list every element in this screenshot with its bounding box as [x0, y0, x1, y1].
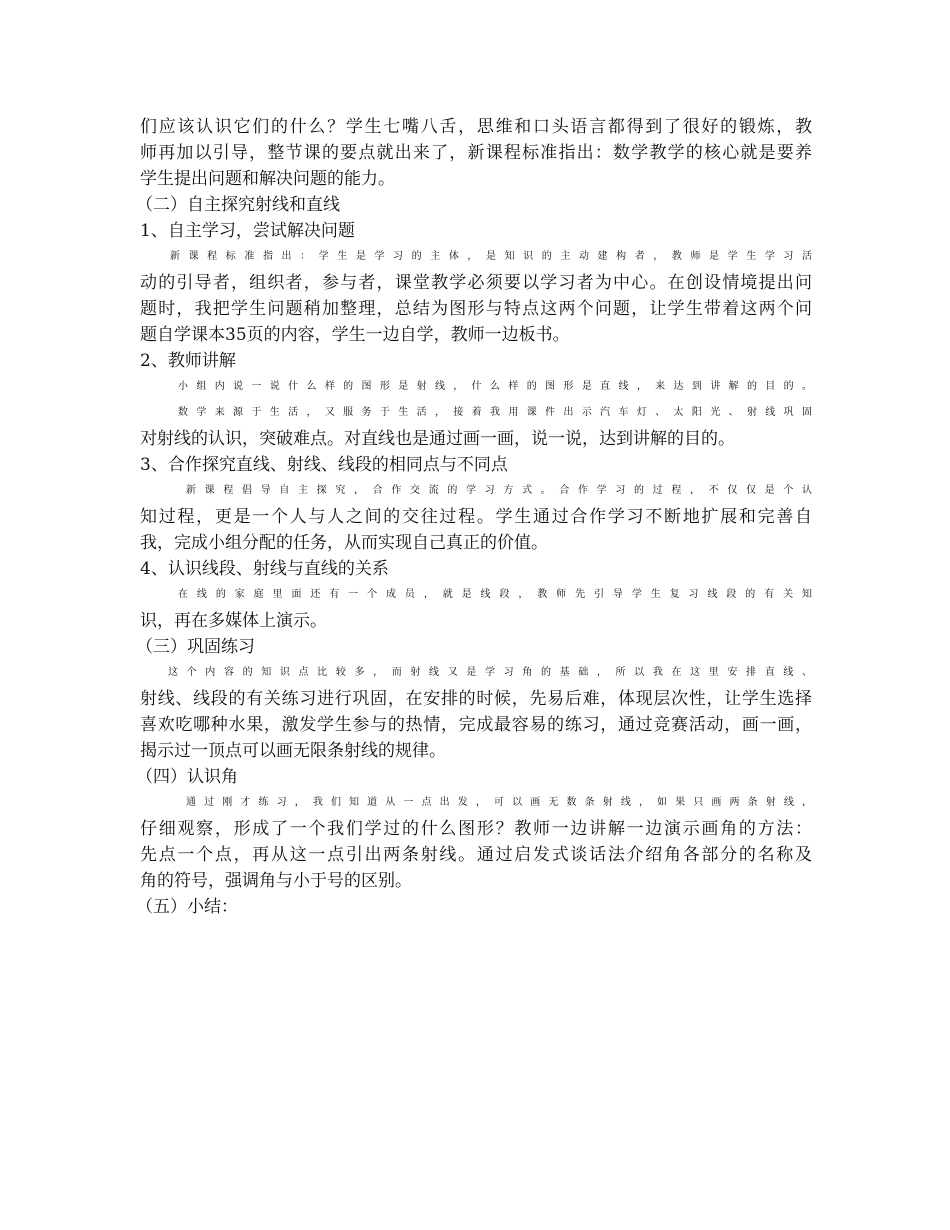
text-line: 先点一个点，再从这一点引出两条射线。通过启发式谈话法介绍角各部分的名称及	[140, 845, 812, 865]
text-line: 新课程倡导自主探究，合作交流的学习方式。合作学习的过程，不仅仅是个认	[186, 485, 812, 496]
text-line: （四）认识角	[136, 767, 238, 787]
text-line: 数学来源于生活，又服务于生活，接着我用课件出示汽车灯、太阳光、射线巩固	[178, 407, 812, 418]
text-line: 识，再在多媒体上演示。	[140, 611, 327, 631]
text-line: （三）巩固练习	[136, 637, 255, 657]
text-line: 在线的家庭里面还有一个成员，就是线段，教师先引导学生复习线段的有关知	[178, 589, 812, 600]
text-line: 通过刚才练习，我们知道从一点出发，可以画无数条射线，如果只画两条射线，	[186, 797, 812, 808]
text-line: 新课程标准指出：学生是学习的主体，是知识的主动建构者，教师是学生学习活	[170, 251, 812, 262]
text-line: 喜欢吃哪种水果，激发学生参与的热情，完成最容易的练习，通过竞赛活动，画一画，	[140, 715, 812, 735]
text-line: 4、认识线段、射线与直线的关系	[140, 559, 389, 579]
text-line: （五）小结：	[136, 897, 238, 917]
text-line: （二）自主探究射线和直线	[136, 195, 340, 215]
text-line: 仔细观察，形成了一个我们学过的什么图形？教师一边讲解一边演示画角的方法：	[140, 819, 812, 839]
text-line: 1、自主学习，尝试解决问题	[140, 221, 355, 241]
text-line: 小组内说一说什么样的图形是射线，什么样的图形是直线，来达到讲解的目的。	[178, 381, 812, 392]
text-line: 射线、线段的有关练习进行巩固，在安排的时候，先易后难，体现层次性，让学生选择	[140, 689, 812, 709]
text-line: 3、合作探究直线、射线、线段的相同点与不同点	[140, 455, 508, 475]
text-line: 这个内容的知识点比较多，而射线又是学习角的基础，所以我在这里安排直线、	[168, 667, 812, 678]
text-line: 对射线的认识，突破难点。对直线也是通过画一画，说一说，达到讲解的目的。	[140, 429, 735, 449]
document-page	[136, 114, 812, 920]
text-line: 角的符号，强调角与小于号的区别。	[140, 871, 412, 891]
text-line: 我，完成小组分配的任务，从而实现自己真正的价值。	[140, 533, 548, 553]
text-line: 知过程，更是一个人与人之间的交往过程。学生通过合作学习不断地扩展和完善自	[140, 507, 812, 527]
text-line: 题时，我把学生问题稍加整理，总结为图形与特点这两个问题，让学生带着这两个问	[140, 299, 812, 319]
text-line: 学生提出问题和解决问题的能力。	[140, 169, 395, 189]
text-line: 动的引导者，组织者，参与者，课堂教学必须要以学习者为中心。在创设情境提出问	[140, 273, 812, 293]
text-line: 们应该认识它们的什么？学生七嘴八舌，思维和口头语言都得到了很好的锻炼，教	[140, 117, 812, 137]
text-line: 2、教师讲解	[140, 351, 236, 371]
text-line: 题自学课本35页的内容，学生一边自学，教师一边板书。	[140, 325, 570, 345]
text-line: 师再加以引导，整节课的要点就出来了，新课程标准指出：数学教学的核心就是要养	[140, 143, 812, 163]
text-line: 揭示过一顶点可以画无限条射线的规律。	[140, 741, 446, 761]
